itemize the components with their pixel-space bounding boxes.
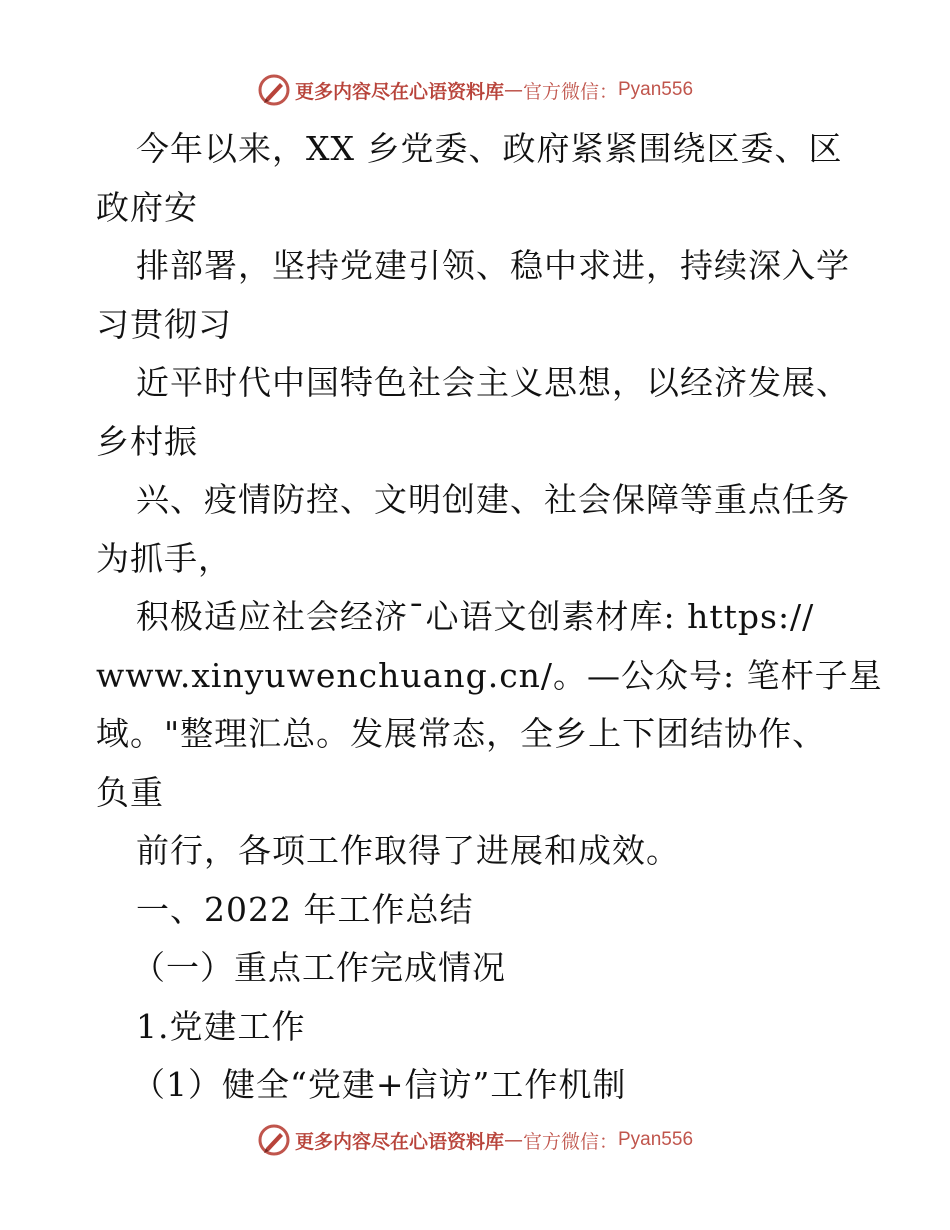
body-line: 今年以来，XX 乡党委、政府紧紧围绕区委、区 [136, 129, 843, 168]
body-line: 乡村振 [96, 421, 198, 461]
banner-wechat-label: 官方微信： [522, 1130, 618, 1153]
banner-main-text: 更多内容尽在心语资料库 [294, 80, 504, 103]
body-line: 负重 [96, 772, 164, 812]
subsection-heading: （一）重点工作完成情况 [132, 948, 506, 987]
header-watermark-banner [0, 70, 950, 110]
body-line: 兴、疫情防控、文明创建、社会保障等重点任务 [136, 480, 850, 519]
footer-watermark-banner [0, 1120, 950, 1160]
item-heading: 1.党建工作 [136, 1006, 306, 1046]
body-line: www.xinyuwenchuang.cn/。—公众号: 笔杆子星 [96, 655, 883, 695]
section-heading: 一、2022 年工作总结 [136, 889, 474, 929]
pen-logo-icon [257, 1123, 291, 1157]
banner-wechat-id: Pyan556 [618, 79, 694, 100]
body-line: 域。"整理汇总。发展常态，全乡上下团结协作、 [96, 714, 827, 753]
body-line: 近平时代中国特色社会主义思想，以经济发展、 [136, 363, 850, 402]
body-line: 排部署，坚持党建引领、稳中求进，持续深入学 [136, 246, 850, 285]
body-line: 习贯彻习 [96, 304, 232, 344]
body-line: 积极适应社会经济¯心语文创素材库: https:// [136, 597, 815, 636]
banner-dash: — [503, 1129, 523, 1151]
banner-wechat-label: 官方微信： [522, 80, 618, 103]
pen-logo-icon [257, 73, 291, 107]
banner-dash: — [503, 79, 523, 101]
banner-main-text: 更多内容尽在心语资料库 [294, 1130, 504, 1153]
body-line: 政府安 [96, 187, 198, 227]
body-line: 为抓手， [96, 538, 232, 578]
sub-item-heading: （1）健全“党建+信访”工作机制 [132, 1065, 627, 1104]
body-line: 前行，各项工作取得了进展和成效。 [136, 831, 680, 870]
document-body [96, 120, 883, 1115]
banner-wechat-id: Pyan556 [618, 1129, 694, 1150]
